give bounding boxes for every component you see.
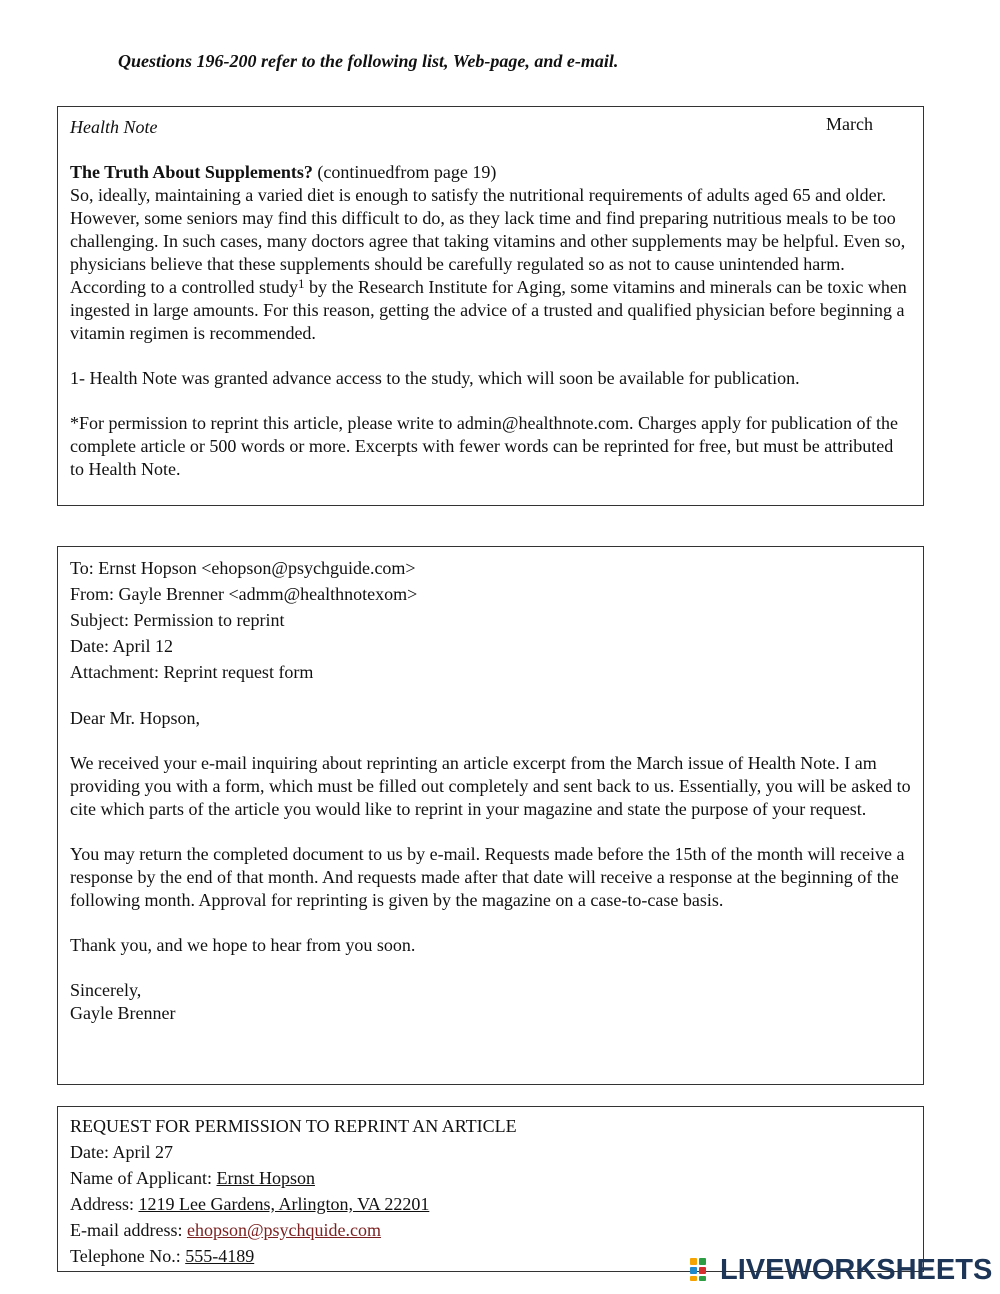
reprint-notice: *For permission to reprint this article, please write to admin@healthnote.com. Charges apply for publication of the complete article or 500 words or more. Excerpts with fewer words can be reprinted for free, but must be attributed to Health Note.: [70, 413, 899, 479]
email-attachment: Attachment: Reprint request form: [70, 662, 314, 682]
liveworksheets-logo: [690, 1255, 992, 1285]
form-address-row: [70, 1191, 911, 1217]
article-body-part1: So, ideally, maintaining a varied diet is enough to satisfy the nutritional requirements of adults aged 65 and older. However, some seniors may find this difficult to do, as they lack time and find preparing nutritious meals to be too challenging. In such cases, many doctors agree that taking vitamins and other supplements may be helpful. Even so, physicians believe that these supplements should be carefully regulated so as not to cause unintended harm. According to a controlled study: [70, 185, 906, 297]
article-footnote: 1- Health Note was granted advance access to the study, which will soon be available for publication.: [70, 368, 800, 388]
email-subject: Subject: Permission to reprint: [70, 610, 285, 630]
email-signature: Gayle Brenner: [70, 1003, 176, 1023]
questions-intro: Questions 196-200 refer to the following list, Web-page, and e-mail.: [118, 51, 619, 71]
applicant-label: Name of Applicant:: [70, 1168, 217, 1188]
email-box: [57, 546, 924, 1085]
email-date: Date: April 12: [70, 636, 173, 656]
email-closing: Sincerely,: [70, 980, 142, 1000]
email-address-label: E-mail address:: [70, 1220, 187, 1240]
form-email-row: [70, 1217, 911, 1243]
phone-label: Telephone No.:: [70, 1246, 186, 1266]
liveworksheets-wordmark: LIVEWORKSHEETS: [720, 1254, 993, 1286]
article-body: [70, 184, 911, 345]
request-form-box: [57, 1106, 924, 1272]
email-paragraph-2: You may return the completed document to us by e-mail. Requests made before the 15th of the month will receive a response by the end of that month. And requests made after that date will receive a response at the beginning of the following month. Approval for reprinting is given by the magazine on a case-to-case basis.: [70, 844, 905, 910]
footnote-marker: 1: [297, 276, 305, 291]
liveworksheets-logo-icon: [690, 1258, 716, 1282]
email-paragraph-3: Thank you, and we hope to hear from you soon.: [70, 935, 416, 955]
email-paragraph-1: We received your e-mail inquiring about reprinting an article excerpt from the March issue of Health Note. I am providing you with a form, which must be filled out completely and sent back to us. Essentially, you will be asked to cite which parts of the article you would like to reprint in your magazine and state the purpose of your request.: [70, 753, 911, 819]
email-greeting: Dear Mr. Hopson,: [70, 708, 200, 728]
article-header: [70, 116, 911, 140]
article-body-part2: by the Research Institute for Aging, some vitamins and minerals can be toxic when ingested in large amounts. For this reason, getting the advice of a trusted and qualified physician before beginning a vitamin regimen is recommended.: [70, 277, 907, 343]
issue-month: March: [826, 114, 873, 134]
form-applicant-row: [70, 1165, 911, 1191]
email-address-value[interactable]: ehopson@psychquide.com: [186, 1220, 382, 1240]
publication-name: Health Note: [70, 117, 158, 137]
article-title-note: (continuedfrom page 19): [312, 162, 497, 182]
form-date: Date: April 27: [70, 1142, 173, 1162]
address-value: 1219 Lee Gardens, Arlington, VA 22201: [138, 1194, 430, 1214]
article-box: [57, 106, 924, 506]
address-label: Address:: [70, 1194, 139, 1214]
phone-value: 555-4189: [185, 1246, 255, 1266]
applicant-value: Ernst Hopson: [216, 1168, 315, 1188]
email-to: To: Ernst Hopson <ehopson@psychguide.com>: [70, 558, 416, 578]
form-title: REQUEST FOR PERMISSION TO REPRINT AN ARTICLE: [70, 1116, 517, 1136]
article-title-line: [70, 161, 911, 184]
article-title: The Truth About Supplements?: [70, 162, 313, 182]
email-from: From: Gayle Brenner <admm@healthnotexom>: [70, 584, 418, 604]
